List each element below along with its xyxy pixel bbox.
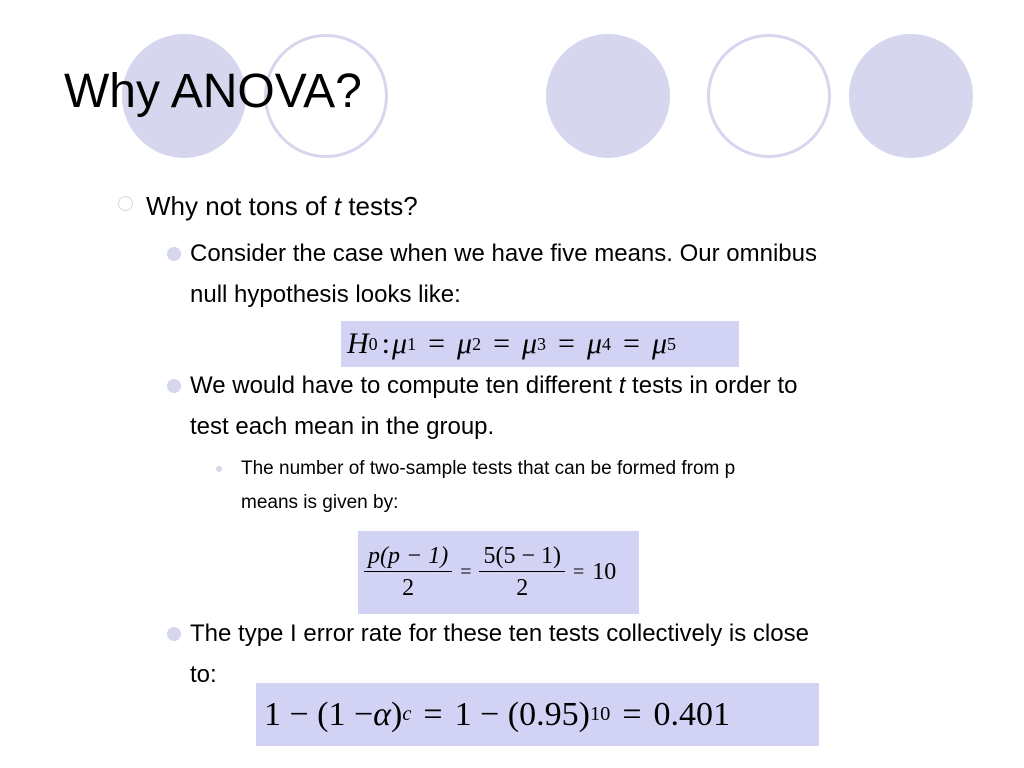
fraction-five	[479, 541, 565, 604]
fraction-numerator: 5(5 − 1)	[479, 541, 565, 572]
decor-circle-3	[546, 34, 670, 158]
bullet-five-means-line1: Consider the case when we have five means. Our omnibus	[190, 240, 817, 267]
small-dot-bullet-icon	[216, 466, 222, 472]
bullet-type-one-error-line1: The type I error rate for these ten tests collectively is close	[190, 620, 809, 647]
bullet-ten-t-tests-line2: test each mean in the group.	[190, 413, 495, 440]
slide-title: Why ANOVA?	[64, 65, 362, 118]
bullet-two-sample-line2: means is given by:	[241, 492, 399, 513]
bullet-ten-t-tests-line1	[190, 366, 797, 406]
eq-mu-subscript: 5	[667, 333, 677, 354]
eq-equals: =	[558, 327, 575, 360]
eq-equals: =	[460, 561, 472, 583]
eq-exponent-c: c	[402, 703, 412, 725]
eq-mu-subscript: 2	[472, 333, 482, 354]
pairwise-count-equation	[358, 531, 639, 614]
eq-mu-symbol: μ	[521, 327, 538, 360]
eq-rhs: 1 − (0.95)	[454, 695, 590, 733]
bullet-type-one-error-line2: to:	[190, 661, 217, 688]
fraction-numerator: p(p − 1)	[364, 541, 452, 572]
bullet-text-italic-t: t	[333, 191, 342, 221]
eq-equals: =	[623, 327, 640, 360]
eq-equals: =	[573, 561, 585, 583]
dot-bullet-icon	[167, 379, 181, 393]
eq-equals: =	[493, 327, 510, 360]
decor-circle-5	[849, 34, 973, 158]
bullet-why-not-t-tests	[146, 190, 418, 222]
dot-bullet-icon	[167, 627, 181, 641]
eq-result: 0.401	[653, 695, 731, 733]
eq-equals: =	[423, 695, 443, 733]
eq-mu-symbol: μ	[392, 327, 408, 360]
eq-alpha: α	[373, 695, 392, 733]
eq-equals: =	[622, 695, 642, 733]
bullet-text: We would have to compute ten different	[190, 372, 619, 399]
fraction-denominator: 2	[516, 574, 529, 601]
null-hypothesis-equation	[341, 321, 739, 367]
fraction-p	[364, 541, 452, 604]
bullet-text: tests in order to	[625, 372, 798, 399]
fraction-denominator: 2	[402, 574, 415, 601]
eq-lhs: 1 − (1 −	[264, 695, 374, 733]
eq-mu-subscript: 3	[537, 333, 547, 354]
eq-colon: :	[381, 327, 391, 360]
eq-mu-symbol: μ	[457, 327, 473, 360]
bullet-text: Why not tons of	[146, 191, 334, 221]
eq-exponent-10: 10	[589, 703, 611, 725]
eq-mu-subscript: 4	[602, 333, 612, 354]
eq-result: 10	[592, 559, 617, 585]
eq-equals: =	[428, 327, 445, 360]
error-rate-equation	[256, 683, 819, 746]
decor-circle-4	[707, 34, 831, 158]
ring-bullet-icon	[118, 196, 133, 211]
dot-bullet-icon	[167, 247, 181, 261]
eq-close-paren: )	[391, 695, 403, 733]
bullet-two-sample-line1: The number of two-sample tests that can be formed from p	[241, 458, 736, 479]
bullet-five-means-line2: null hypothesis looks like:	[190, 281, 461, 308]
bullet-text: tests?	[341, 191, 418, 221]
eq-mu-symbol: μ	[651, 327, 668, 360]
eq-h-symbol: H	[347, 327, 369, 360]
eq-mu-symbol: μ	[586, 327, 603, 360]
eq-h-subscript: 0	[368, 333, 378, 354]
bullet-text-italic-t: t	[618, 372, 626, 399]
eq-mu-subscript: 1	[407, 333, 417, 354]
